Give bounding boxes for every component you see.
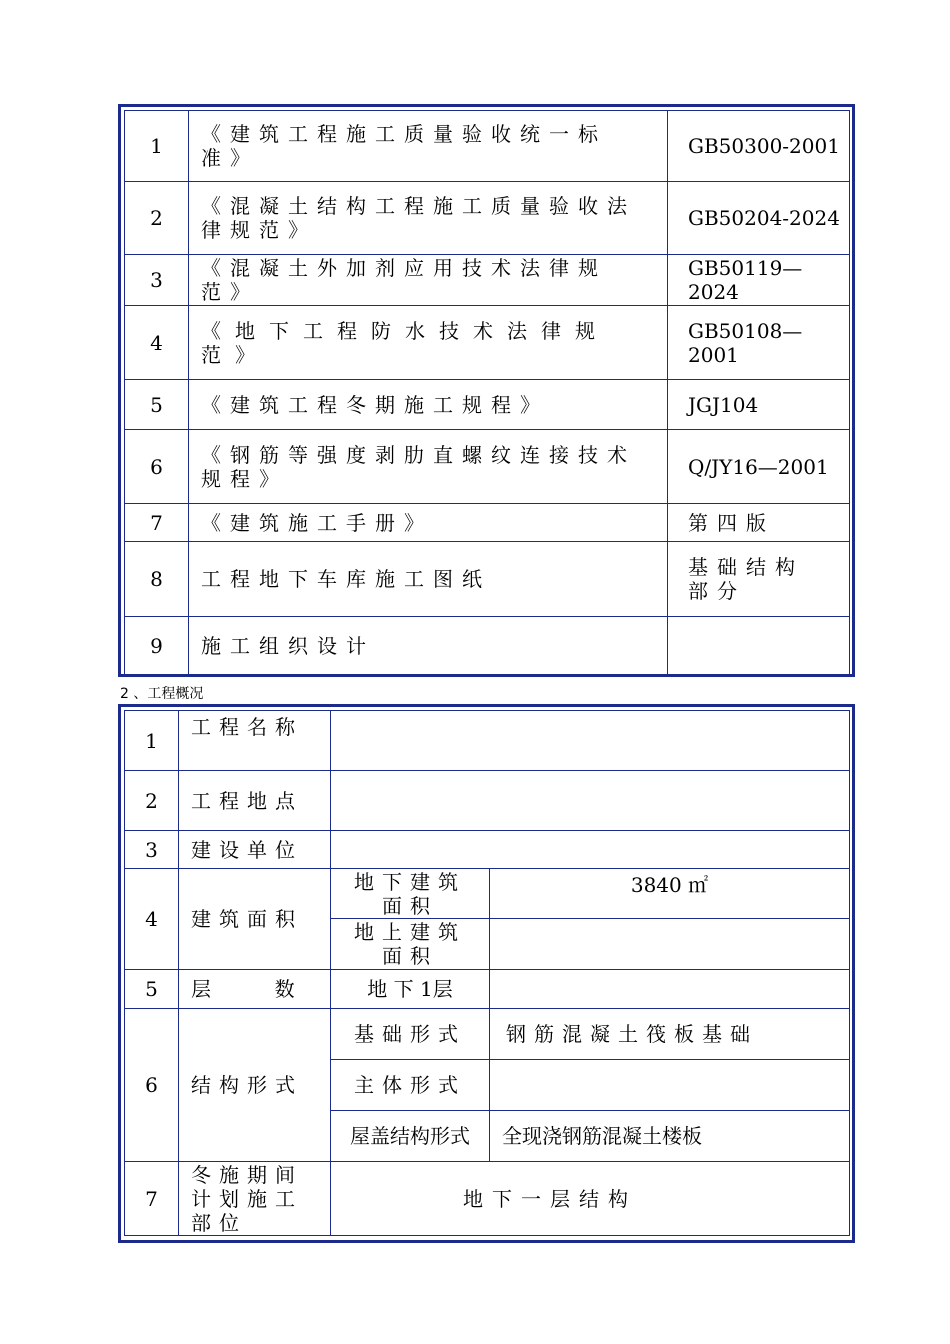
table-row (125, 542, 850, 617)
row-number: 6 (125, 1009, 179, 1162)
row-number: 3 (125, 255, 189, 306)
table-row (125, 380, 850, 430)
row-number: 5 (125, 380, 189, 430)
overview-value: 3840 ㎡ (490, 869, 850, 919)
standard-name: 《建筑工程施工质量验收统一标准》 (189, 111, 668, 182)
table-row (125, 970, 850, 1009)
overview-label: 建设单位 (179, 831, 331, 869)
overview-sublabel: 地上建筑面积 (331, 919, 490, 970)
overview-value (490, 1060, 850, 1111)
overview-label: 层 数 (179, 970, 331, 1009)
overview-label: 冬施期间计划施工部位 (179, 1162, 331, 1236)
standard-code: 第四版 (668, 504, 850, 542)
row-number: 7 (125, 1162, 179, 1236)
overview-value: 地下一层结构 (331, 1162, 850, 1236)
table-row (125, 182, 850, 255)
row-number: 9 (125, 617, 189, 676)
row-number: 7 (125, 504, 189, 542)
standard-code (668, 617, 850, 676)
row-number: 5 (125, 970, 179, 1009)
overview-label: 工程名称 (179, 711, 331, 771)
table-row (125, 711, 850, 771)
overview-empty-cell (490, 970, 850, 1009)
table-row (125, 255, 850, 306)
overview-table (124, 710, 850, 1236)
table-row (125, 1009, 850, 1060)
table-row (125, 1162, 850, 1236)
standard-code: Q/JY16—2001 (668, 430, 850, 504)
overview-label: 建筑面积 (179, 869, 331, 970)
standard-name: 《地下工程防水技术法律规范》 (189, 306, 668, 380)
overview-value (331, 711, 850, 771)
row-number: 4 (125, 869, 179, 970)
standard-code: GB50204-2024 (668, 182, 850, 255)
overview-table-frame (118, 704, 855, 1243)
table-row (125, 869, 850, 919)
standard-name: 《钢筋等强度剥肋直螺纹连接技术规程》 (189, 430, 668, 504)
row-number: 1 (125, 111, 189, 182)
standard-name: 《混凝土结构工程施工质量验收法律规范》 (189, 182, 668, 255)
table-row (125, 430, 850, 504)
section-heading: 2 、工程概况 (120, 686, 204, 702)
overview-value: 钢筋混凝土筏板基础 (490, 1009, 850, 1060)
standard-code: JGJ104 (668, 380, 850, 430)
overview-sublabel: 屋盖结构形式 (331, 1111, 490, 1162)
standard-name: 工程地下车库施工图纸 (189, 542, 668, 617)
standards-table (124, 110, 850, 676)
row-number: 8 (125, 542, 189, 617)
row-number: 1 (125, 711, 179, 771)
standard-code: GB50300-2001 (668, 111, 850, 182)
overview-value: 全现浇钢筋混凝土楼板 (490, 1111, 850, 1162)
overview-value (331, 831, 850, 869)
standard-name: 《混凝土外加剂应用技术法律规范》 (189, 255, 668, 306)
overview-sublabel: 地下建筑面积 (331, 869, 490, 919)
row-number: 4 (125, 306, 189, 380)
overview-value (490, 919, 850, 970)
row-number: 2 (125, 182, 189, 255)
overview-sublabel: 基础形式 (331, 1009, 490, 1060)
standard-name: 《建筑施工手册》 (189, 504, 668, 542)
standard-code: GB50119—2024 (668, 255, 850, 306)
standard-name: 《建筑工程冬期施工规程》 (189, 380, 668, 430)
table-row (125, 831, 850, 869)
row-number: 3 (125, 831, 179, 869)
standard-code: GB50108—2001 (668, 306, 850, 380)
overview-label: 工程地点 (179, 771, 331, 831)
standards-table-frame (118, 104, 855, 677)
standard-code: 基础结构部分 (668, 542, 850, 617)
table-row (125, 771, 850, 831)
row-number: 2 (125, 771, 179, 831)
overview-value (331, 771, 850, 831)
table-row (125, 504, 850, 542)
table-row (125, 111, 850, 182)
standard-name: 施工组织设计 (189, 617, 668, 676)
table-row (125, 306, 850, 380)
overview-value: 地 下 1层 (331, 970, 490, 1009)
row-number: 6 (125, 430, 189, 504)
table-row (125, 617, 850, 676)
overview-sublabel: 主体形式 (331, 1060, 490, 1111)
overview-label: 结构形式 (179, 1009, 331, 1162)
